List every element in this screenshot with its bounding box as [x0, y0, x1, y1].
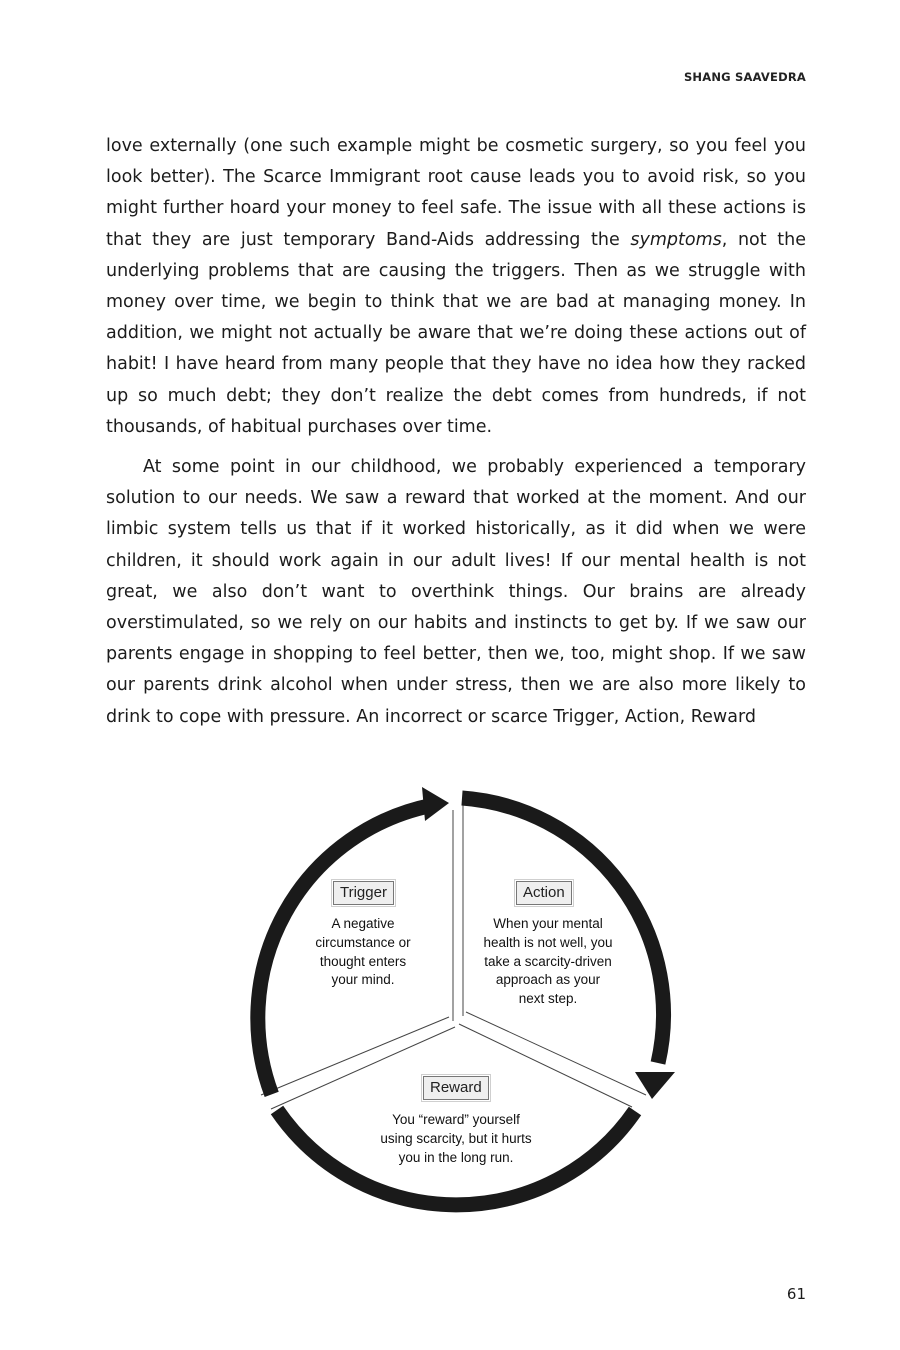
reward-desc-line: you in the long run. [398, 1149, 514, 1165]
action-desc-line: next step. [518, 991, 578, 1007]
trigger-description [298, 915, 428, 990]
trigger-label-box: Trigger [333, 881, 394, 905]
paragraph-1-italic: symptoms [630, 229, 722, 250]
arrowhead-top-icon [422, 787, 449, 821]
running-header: SHANG SAAVEDRA [683, 70, 806, 84]
trigger-action-reward-diagram [226, 765, 686, 1235]
arrowhead-right-icon [635, 1072, 675, 1099]
trigger-desc-line: A negative [331, 916, 395, 931]
page-number: 61 [786, 1285, 806, 1303]
divider-right-upper [466, 1012, 646, 1095]
paragraph-2: At some point in our childhood, we probably experienced a temporary solution to our needs. We saw a reward that worked at the moment. And our limbic system tells us that if it worked historically, as it did when we were children, it should work again in our adult lives! If our mental health is not great, we also don’t want to overthink things. Our brains are already overstimulated, so we rely on our habits and instincts to get by. If we saw our parents engage in shopping to feel better, then we, too, might shop. If we saw our parents drink alcohol when under stress, then we are also more likely to drink to cope with pressure. An incorrect or scarce Trigger, Action, Reward [106, 457, 806, 727]
reward-label-box: Reward [423, 1076, 489, 1100]
trigger-desc-line: thought enters [319, 953, 407, 969]
reward-desc-line: You “reward” yourself [392, 1112, 520, 1127]
action-description [473, 915, 623, 1009]
action-desc-line: take a scarcity-driven [484, 953, 612, 969]
action-desc-line: approach as your [495, 972, 601, 988]
body-text [106, 131, 806, 733]
trigger-desc-line: your mind. [331, 972, 395, 988]
action-desc-line: health is not well, you [483, 934, 613, 950]
paragraph-1-text-a: love externally (one such example might be cosmetic surgery, so you feel you look better). The Scarce Immigrant root cause leads you to avoid risk, so you might further hoard your money to feel safe. The issue with all these actions is that they are just temporary Band-Aids addressing the [106, 136, 806, 250]
paragraph-1-text-b: , not the underlying problems that are causing the triggers. Then as we struggle with money over time, we begin to think that we are bad at managing money. In addition, we might not actually be aware that we’re doing these actions out of habit! I have heard from many people that they have no idea how they racked up so much debt; they don’t realize the debt comes from hundreds, if not thousands, of habitual purchases over time. [106, 229, 806, 437]
action-label-box: Action [516, 881, 572, 905]
paragraph-1 [106, 131, 806, 443]
trigger-desc-line: circumstance or [315, 934, 411, 950]
divider-left-upper [261, 1017, 449, 1095]
reward-desc-line: using scarcity, but it hurts [380, 1130, 532, 1146]
reward-description [361, 1111, 551, 1167]
action-desc-line: When your mental [493, 916, 603, 931]
